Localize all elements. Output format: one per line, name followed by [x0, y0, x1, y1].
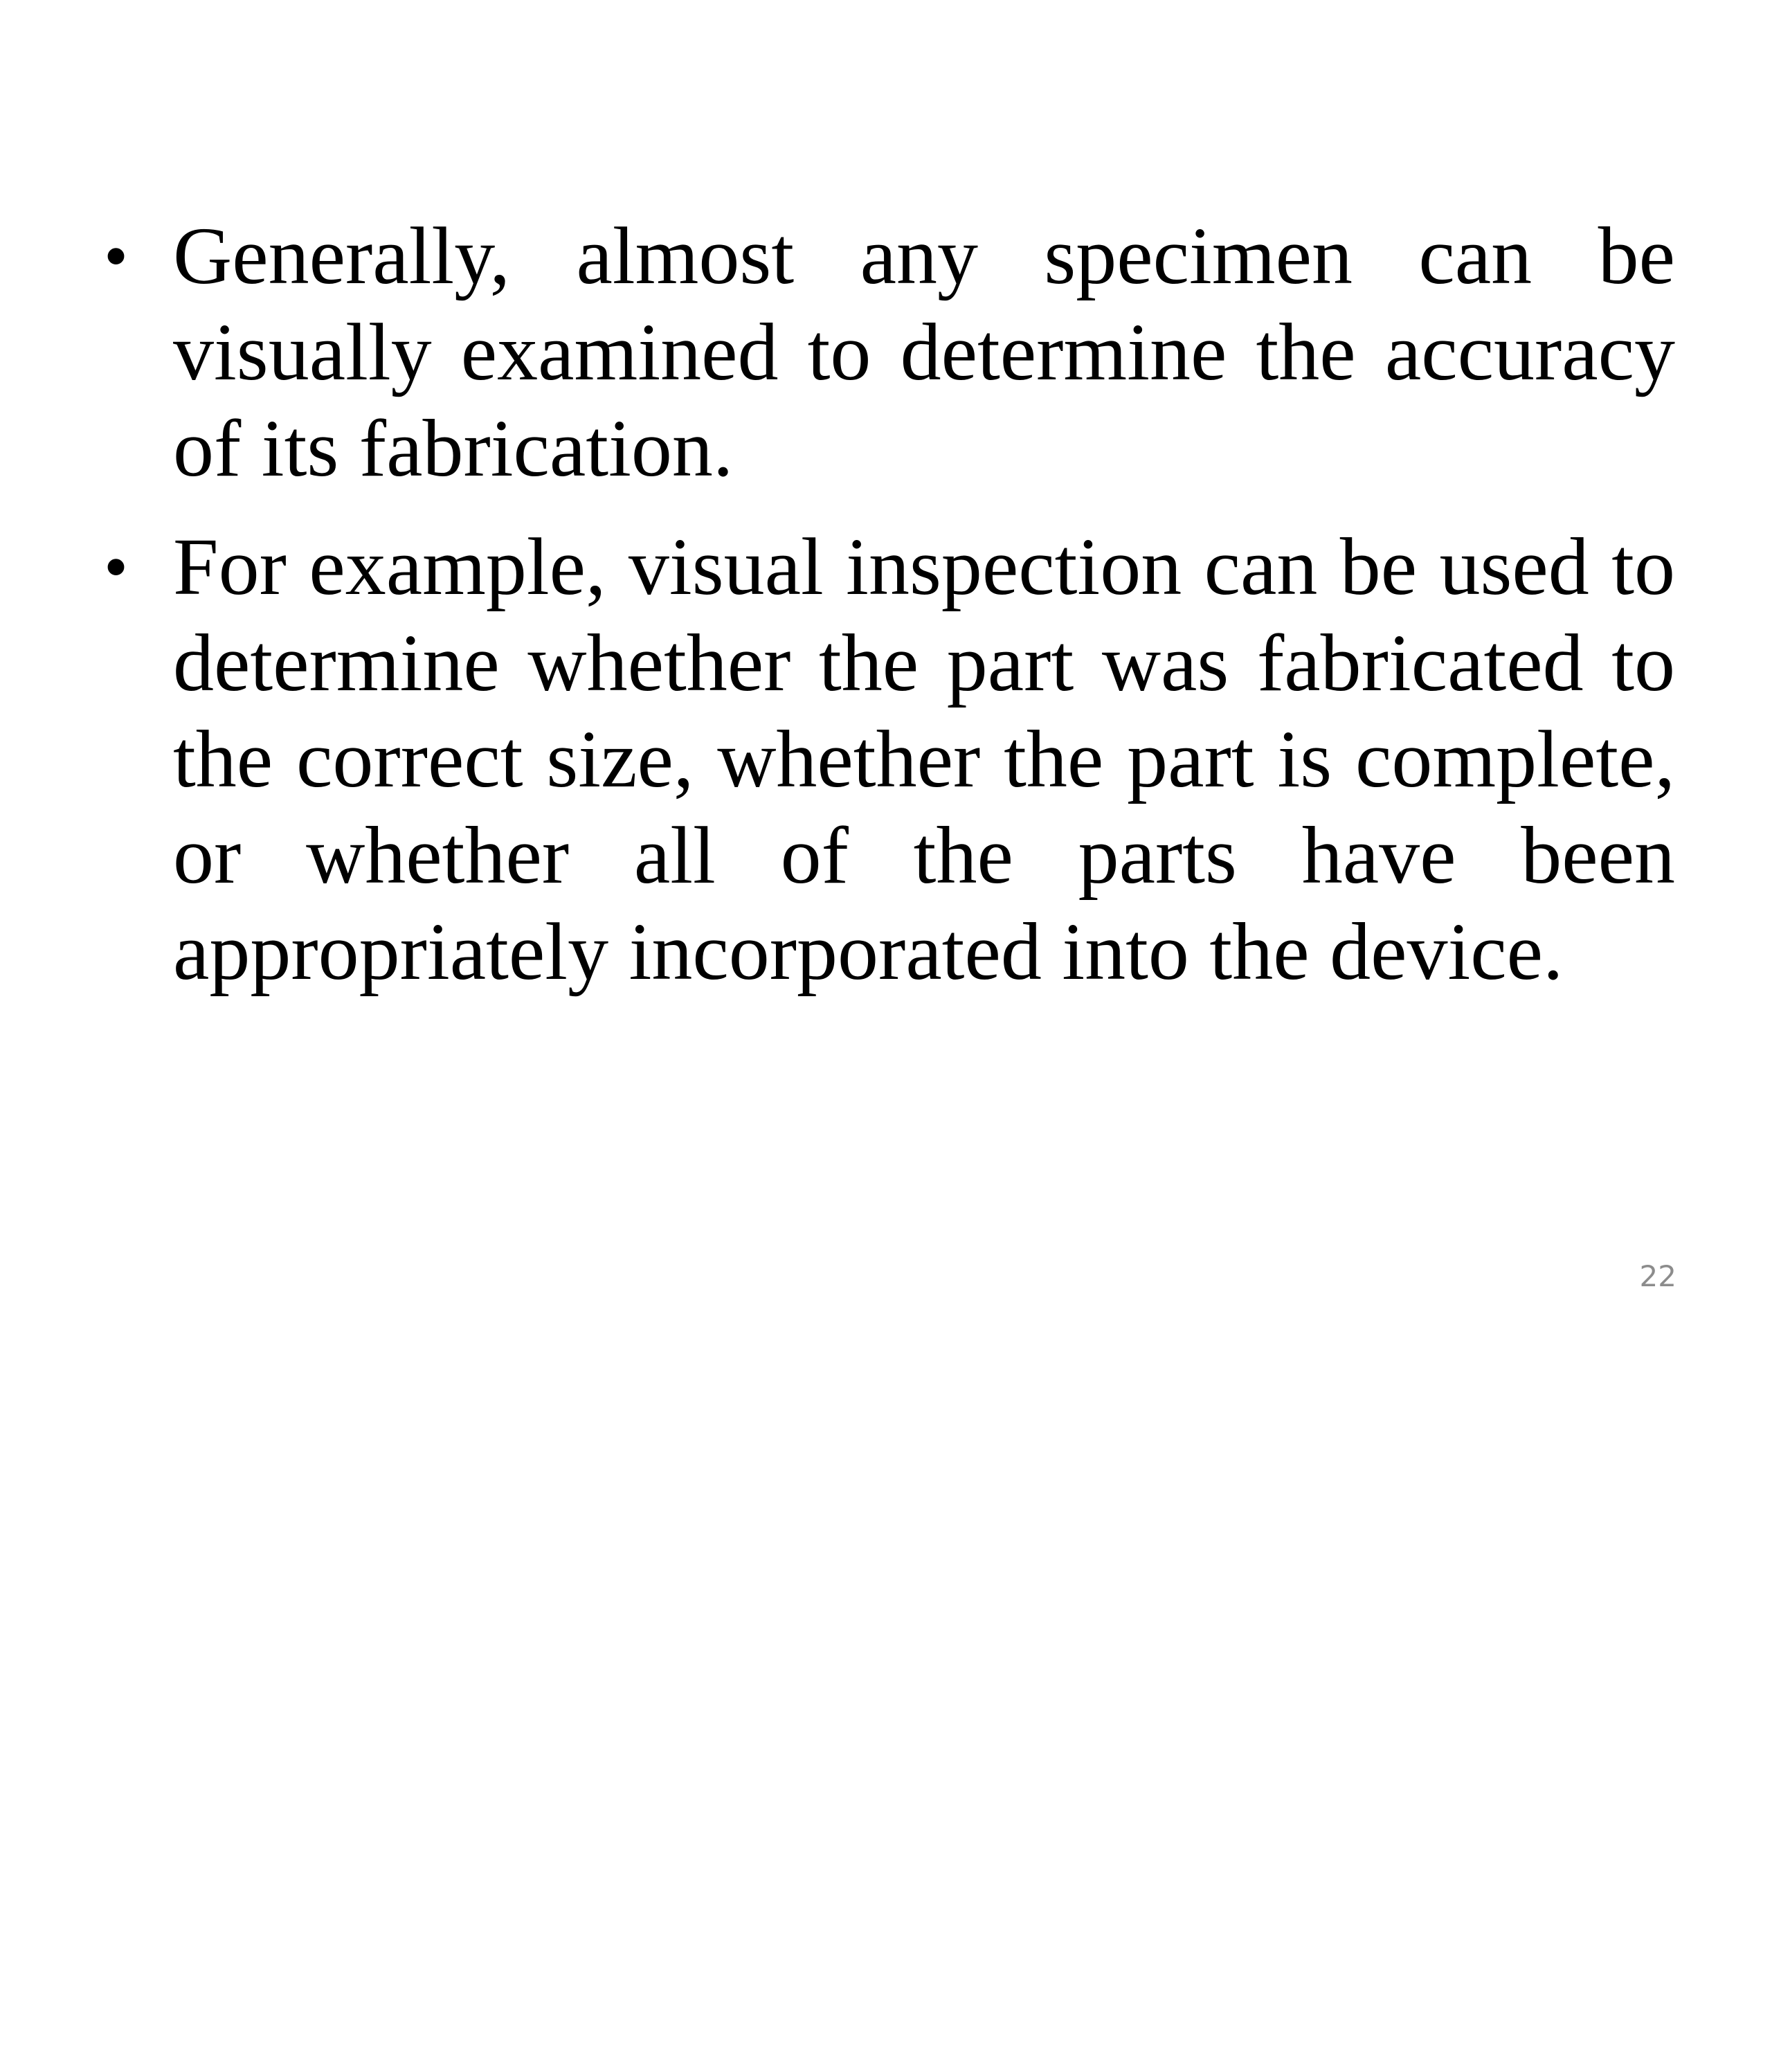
- bullet-dot-icon: •: [104, 528, 129, 605]
- bullet-text: Generally, almost any specimen can be visually examined to determine the accuracy of its fabrication.: [173, 210, 1675, 494]
- page-number: 22: [1639, 1259, 1676, 1293]
- bullet-text: For example, visual inspection can be used to determine whether the part was fabricated to the correct size, whether the part is complete, or whether all of the parts have been appropriately incorporated into the device.: [173, 521, 1675, 997]
- bullet-list: [104, 208, 1675, 1022]
- bullet-dot-icon: •: [104, 217, 129, 294]
- bullet-item-fabrication-accuracy: [104, 208, 1675, 496]
- bullet-item-visual-inspection-example: [104, 519, 1675, 1000]
